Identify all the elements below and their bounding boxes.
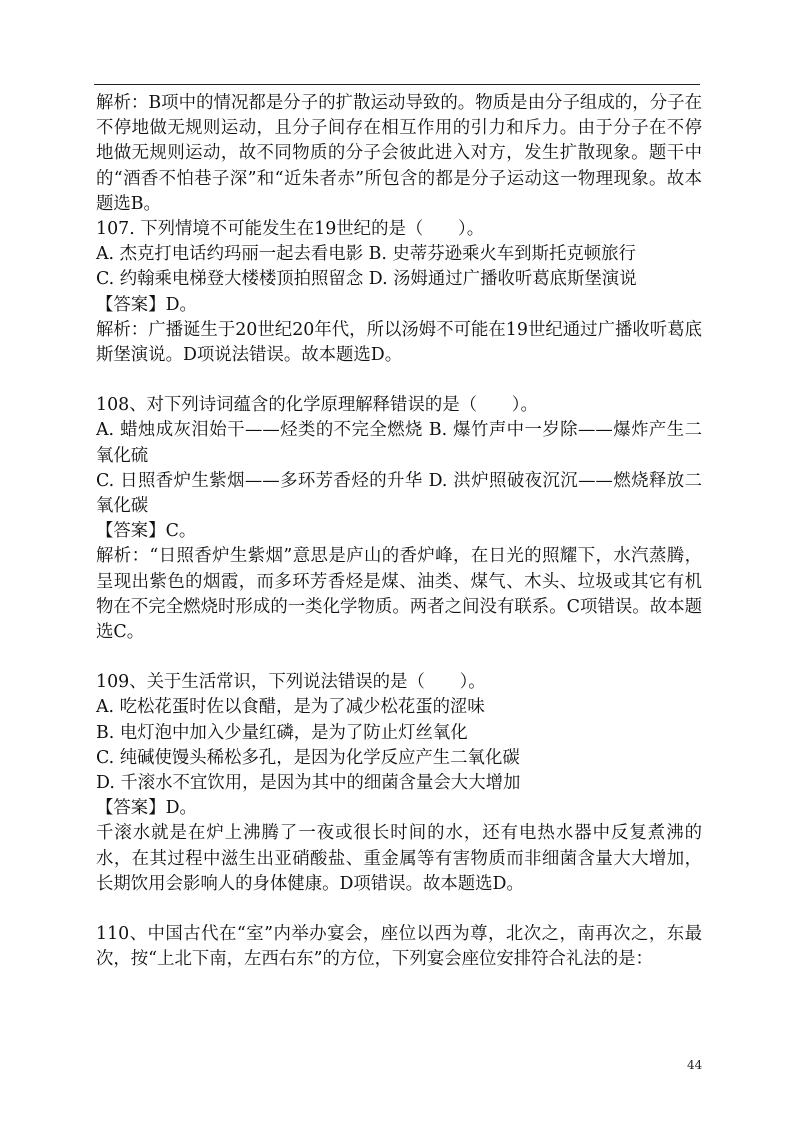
page-body <box>96 91 702 973</box>
q108-option-line: C. 日照香炉生紫烟——多环芳香烃的升华 D. 洪炉照破夜沉沉——燃烧释放二氧化碳 <box>96 470 702 517</box>
q107-option-line: A. 杰克打电话约玛丽一起去看电影 B. 史蒂芬逊乘火车到斯托克顿旅行 <box>96 244 636 265</box>
top-rule <box>94 84 700 85</box>
q107-option-line: C. 约翰乘电梯登大楼楼顶拍照留念 D. 汤姆通过广播收听葛底斯堡演说 <box>96 269 637 290</box>
q110-question: 110、中国古代在“室”内举办宴会，座位以西为尊，北次之，南再次之，东最次，按“上北下南，左西右东”的方位，下列宴会座位安排符合礼法的是： <box>96 924 702 970</box>
q109-analysis: 千滚水就是在炉上沸腾了一夜或很长时间的水，还有电热水器中反复煮沸的水，在其过程中滋生出亚硝酸盐、重金属等有害物质而非细菌含量大大增加，长期饮用会影响人的身体健康。D项错误。故本题选D。 <box>96 823 702 894</box>
q108-question: 108、对下列诗词蕴含的化学原理解释错误的是（ ）。 <box>96 395 538 416</box>
spacer <box>96 645 702 670</box>
page-number: 44 <box>687 1058 703 1072</box>
q108-option-line: A. 蜡烛成灰泪始干——烃类的不完全燃烧 B. 爆竹声中一岁除——爆炸产生二氧化硫 <box>96 420 702 466</box>
q109-answer: 【答案】D。 <box>96 798 197 819</box>
q109-option: D. 千滚水不宜饮用，是因为其中的细菌含量会大大增加 <box>96 773 521 794</box>
q107-answer: 【答案】D。 <box>96 294 197 315</box>
q109-option: C. 纯碱使馒头稀松多孔，是因为化学反应产生二氧化碳 <box>96 747 520 768</box>
spacer <box>96 368 702 393</box>
q108-analysis: 解析：“日照香炉生紫烟”意思是庐山的香炉峰，在日光的照耀下，水汽蒸腾，呈现出紫色的烟霞，而多环芳香烃是煤、油类、煤气、木头、垃圾或其它有机物在不完全燃烧时形成的一类化学物质。两者之间没有联系。C项错误。故本题选C。 <box>96 546 702 643</box>
spacer <box>96 897 702 922</box>
q109-question: 109、关于生活常识，下列说法错误的是（ ）。 <box>96 672 486 693</box>
q108-answer: 【答案】C。 <box>96 521 197 542</box>
q106-analysis: 解析：B项中的情况都是分子的扩散运动导致的。物质是由分子组成的，分子在不停地做无规则运动，且分子间存在相互作用的引力和斥力。由于分子在不停地做无规则运动，故不同物质的分子会彼此进入对方，发生扩散现象。题干中的“酒香不怕巷子深”和“近朱者赤”所包含的都是分子运动这一物理现象。故本题选B。 <box>96 93 702 214</box>
q109-option: A. 吃松花蛋时佐以食醋，是为了减少松花蛋的涩味 <box>96 697 485 718</box>
q109-option: B. 电灯泡中加入少量红磷，是为了防止灯丝氧化 <box>96 722 468 743</box>
q107-question: 107. 下列情境不可能发生在19世纪的是（ ）。 <box>96 219 485 240</box>
q107-analysis: 解析：广播诞生于20世纪20年代，所以汤姆不可能在19世纪通过广播收听葛底斯堡演说。D项说法错误。故本题选D。 <box>96 319 702 366</box>
